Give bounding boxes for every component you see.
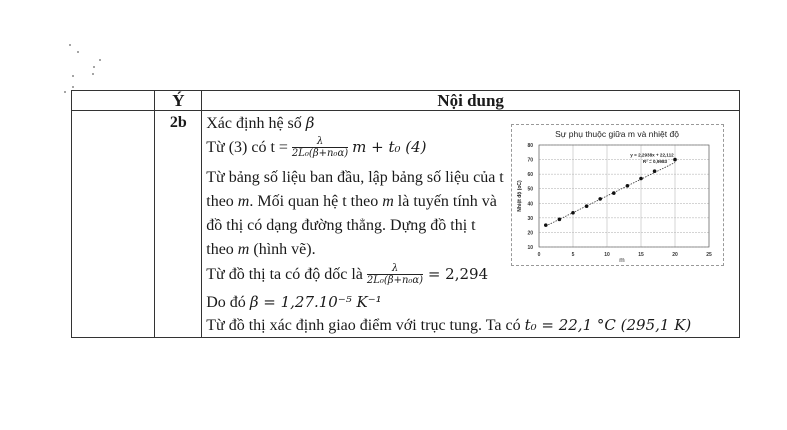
content-cell: [202, 111, 740, 338]
svg-text:60: 60: [527, 172, 534, 179]
line-7-slope: Từ đồ thị ta có độ dốc là $\frac{\lambda}{\text{2L₀(β+n₀α)}}$ = 2,294: [206, 263, 489, 287]
fraction: $\frac{\lambda}{\text{2L₀(β+n₀α)}}$: [291, 136, 349, 160]
trend-r2: R² = 0,9983: [643, 159, 668, 165]
line-5: đồ thị có dạng đường thẳng. Dựng đồ thị t: [206, 217, 476, 234]
data-point: [558, 218, 562, 222]
item-label: 2b: [155, 111, 202, 338]
header-item: Ý: [155, 91, 202, 111]
svg-text:10: 10: [527, 245, 534, 251]
line-9-t0: Từ đồ thị xác định giao điểm với trục tung. Ta có t₀ = 22,1 °C (295,1 K): [206, 316, 692, 334]
beta-symbol: β: [305, 114, 315, 132]
line-1: Xác định hệ số β: [206, 114, 315, 132]
x-axis-label: m: [619, 257, 625, 264]
cell-blank: [72, 111, 155, 338]
svg-text:15: 15: [638, 252, 645, 258]
svg-text:70: 70: [527, 157, 534, 164]
data-point: [571, 211, 575, 215]
svg-text:30: 30: [527, 215, 534, 222]
svg-text:80: 80: [527, 143, 534, 149]
line-4: theo m. Mối quan hệ t theo m là tuyến tính và: [206, 193, 497, 210]
header-content: Nội dung: [202, 91, 740, 111]
data-point: [673, 158, 677, 162]
data-point: [639, 177, 643, 181]
svg-text:40: 40: [527, 201, 534, 208]
svg-text:50: 50: [527, 186, 534, 193]
line-2-equation: Từ (3) có t = $\frac{\lambda}{\text{2L₀(β+n₀α)}}$ m + t₀ (4): [206, 136, 427, 160]
svg-text:5: 5: [571, 252, 575, 258]
data-point: [626, 184, 630, 188]
line-3: Từ bảng số liệu ban đầu, lập bảng số liệu của t: [206, 169, 504, 186]
row-2b: [72, 111, 740, 338]
chart: [511, 124, 724, 266]
chart-title: Sự phụ thuộc giữa m và nhiệt độ: [555, 129, 680, 139]
line-8-beta: Do đó β = 1,27.10⁻⁵ K⁻¹: [206, 293, 382, 311]
svg-text:20: 20: [672, 252, 679, 258]
data-point: [599, 197, 603, 201]
data-point: [585, 204, 589, 208]
svg-text:0: 0: [537, 252, 541, 258]
trend-equation: y = 2,2938x + 22,112: [630, 152, 674, 158]
line-6: theo m (hình vẽ).: [206, 241, 316, 258]
svg-text:10: 10: [604, 252, 611, 258]
data-point: [544, 223, 548, 227]
header-blank: [72, 91, 155, 111]
svg-text:25: 25: [706, 252, 713, 258]
data-point: [653, 169, 657, 173]
chart-svg: [512, 125, 723, 265]
data-point: [612, 191, 616, 195]
svg-text:20: 20: [527, 230, 534, 237]
answer-table: [71, 90, 740, 338]
y-axis-label: Nhiệt độ (oC): [517, 180, 524, 212]
header-row: [72, 91, 740, 111]
